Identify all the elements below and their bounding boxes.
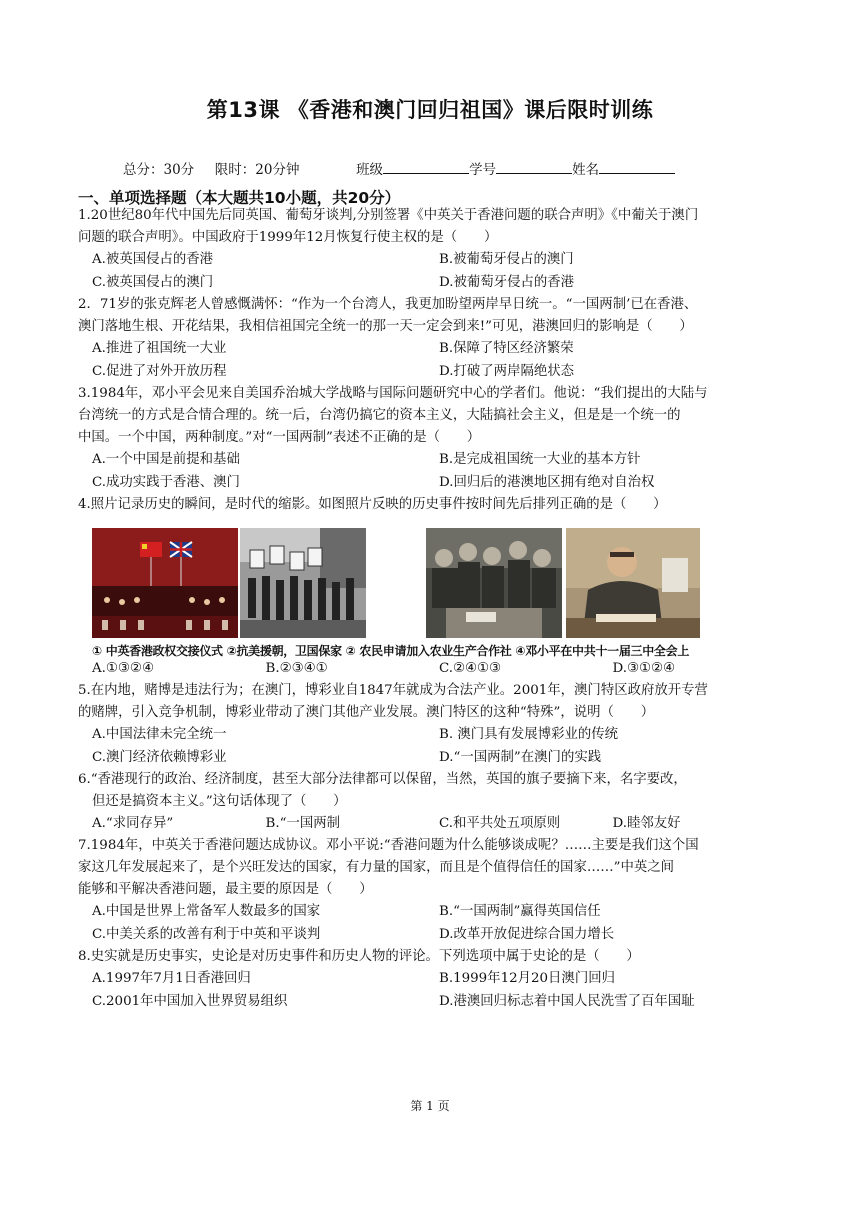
question-7	[78, 835, 786, 946]
class-field[interactable]	[383, 159, 469, 174]
class-label: 班级	[356, 162, 384, 178]
option-c[interactable]: C.澳门经济依赖博彩业	[92, 749, 227, 765]
option-c[interactable]: C.被英国侵占的澳门	[92, 274, 214, 290]
option-c[interactable]: C.2001年中国加入世界贸易组织	[92, 993, 288, 1009]
question-5	[78, 680, 786, 769]
time-limit: 限时：20分钟	[214, 162, 300, 178]
option-a[interactable]: A.被英国侵占的香港	[92, 252, 214, 267]
deng-xiaoping-photo	[566, 528, 700, 638]
option-b[interactable]: B.是完成祖国统一大业的基本方针	[439, 452, 641, 467]
question-text: 澳门落地生根、开花结果，我相信祖国完全统一的那一天一定会到来!”可见，港澳回归的影响是（ ）	[78, 319, 693, 334]
option-c[interactable]: C.中美关系的改善有利于中英和平谈判	[92, 926, 321, 942]
option-a[interactable]: A.中国是世界上常备军人数最多的国家	[92, 904, 321, 919]
student-no-label: 学号	[469, 162, 497, 178]
option-d[interactable]: D.港澳回归标志着中国人民洗雪了百年国耻	[439, 993, 695, 1009]
photo-strip	[78, 528, 786, 658]
question-text: 但还是搞资本主义。”这句话体现了（ ）	[92, 794, 347, 809]
option-d[interactable]: D.回归后的港澳地区拥有绝对自治权	[439, 474, 655, 490]
photo-caption: ① 中英香港政权交接仪式 ②抗美援朝，卫国保家 ② 农民申请加入农业生产合作社 ④邓小平在中共十一届三中全会上	[92, 644, 690, 658]
option-a[interactable]: A.推进了祖国统一大业	[92, 341, 227, 356]
option-a[interactable]: A.一个中国是前提和基础	[92, 452, 240, 467]
name-field[interactable]	[599, 159, 675, 174]
question-list	[78, 205, 786, 1013]
option-c[interactable]: C.促进了对外开放历程	[92, 363, 227, 379]
handover-ceremony-photo	[92, 528, 238, 638]
question-text: 台湾统一的方式是合情合理的。统一后，台湾仍搞它的资本主义，大陆搞社会主义，但是是一个统一的	[78, 408, 681, 423]
question-text: 2．71岁的张克辉老人曾感慨满怀：“作为一个台湾人，我更加盼望两岸早日统一。“一国两制’已在香港、	[78, 297, 698, 312]
option-d[interactable]: D.③①②④	[612, 661, 676, 676]
question-text: 的赌牌，引入竞争机制，博彩业带动了澳门其他产业发展。澳门特区的这种“特殊”，说明（ ）	[78, 705, 655, 720]
question-text: 3.1984年，邓小平会见来自美国乔治城大学战略与国际问题研究中心的学者们。他说：“我们提出的大陆与	[78, 386, 708, 401]
option-b[interactable]: B. 澳门具有发展博彩业的传统	[439, 727, 619, 742]
question-text: 4.照片记录历史的瞬间，是时代的缩影。如图照片反映的历史事件按时间先后排列正确的是（ ）	[78, 497, 667, 512]
option-a[interactable]: A.①③②④	[92, 661, 154, 676]
total-score: 总分：30分	[123, 162, 195, 178]
option-c[interactable]: C.成功实践于香港、澳门	[92, 474, 240, 490]
option-b[interactable]: B.被葡萄牙侵占的澳门	[439, 252, 574, 267]
option-d[interactable]: D.打破了两岸隔绝状态	[439, 363, 575, 379]
question-1	[78, 205, 786, 294]
option-c[interactable]: C.②④①③	[439, 661, 502, 676]
question-text: 5.在内地，赌博是违法行为；在澳门，博彩业自1847年就成为合法产业。2001年，澳门特区政府放开专营	[78, 683, 708, 698]
resist-us-aid-korea-photo	[240, 528, 366, 638]
question-text: 中国。一个中国，两种制度。”对“一国两制”表述不正确的是（ ）	[78, 430, 481, 445]
question-text: 8.史实就是历史事实，史论是对历史事件和历史人物的评论。下列选项中属于史论的是（ ）	[78, 949, 640, 964]
question-text: 问题的联合声明》。中国政府于1999年12月恢复行使主权的是（ ）	[78, 230, 498, 245]
question-3	[78, 383, 786, 494]
option-b[interactable]: B.②③④①	[265, 661, 328, 676]
question-6	[78, 769, 786, 835]
option-d[interactable]: D.被葡萄牙侵占的香港	[439, 274, 575, 290]
question-text: 能够和平解决香港问题，最主要的原因是（ ）	[78, 882, 373, 897]
option-a[interactable]: A.“求同存异”	[92, 816, 174, 831]
exam-meta	[123, 158, 675, 178]
option-d[interactable]: D.睦邻友好	[612, 816, 681, 831]
page-footer: 第 1 页	[410, 1099, 450, 1113]
question-8	[78, 946, 786, 1013]
question-text: 6.“香港现行的政治、经济制度，甚至大部分法律都可以保留，当然，英国的旗子要摘下来，名字要改，	[78, 772, 687, 787]
question-4	[78, 494, 786, 680]
name-label: 姓名	[572, 162, 600, 178]
option-a[interactable]: A.中国法律未完全统一	[92, 727, 227, 742]
option-d[interactable]: D.“一国两制”在澳门的实践	[439, 749, 602, 765]
question-text: 7.1984年，中英关于香港问题达成协议。邓小平说:“香港问题为什么能够谈成呢？……主要是我们这个国	[78, 838, 699, 853]
question-text: 1.20世纪80年代中国先后同英国、葡萄牙谈判,分别签署《中英关于香港问题的联合声明》《中葡关于澳门	[78, 208, 699, 223]
question-text: 家这几年发展起来了，是个兴旺发达的国家，有力量的国家，而且是个值得信任的国家……”中英之间	[78, 860, 675, 875]
option-c[interactable]: C.和平共处五项原则	[439, 816, 561, 831]
option-b[interactable]: B.“一国两制”赢得英国信任	[439, 904, 601, 919]
option-b[interactable]: B.保障了特区经济繁荣	[439, 341, 574, 356]
option-d[interactable]: D.改革开放促进综合国力增长	[439, 926, 615, 942]
section-title: 一、单项选择题（本大题共10小题，共20分）	[78, 189, 401, 207]
option-b[interactable]: B.1999年12月20日澳门回归	[439, 971, 615, 986]
option-b[interactable]: B.“一国两制	[265, 816, 341, 831]
question-2	[78, 294, 786, 383]
agricultural-cooperative-photo	[426, 528, 562, 638]
student-no-field[interactable]	[496, 159, 572, 174]
option-a[interactable]: A.1997年7月1日香港回归	[92, 971, 251, 986]
page-title: 第13课 《香港和澳门回归祖国》课后限时训练	[206, 98, 654, 122]
